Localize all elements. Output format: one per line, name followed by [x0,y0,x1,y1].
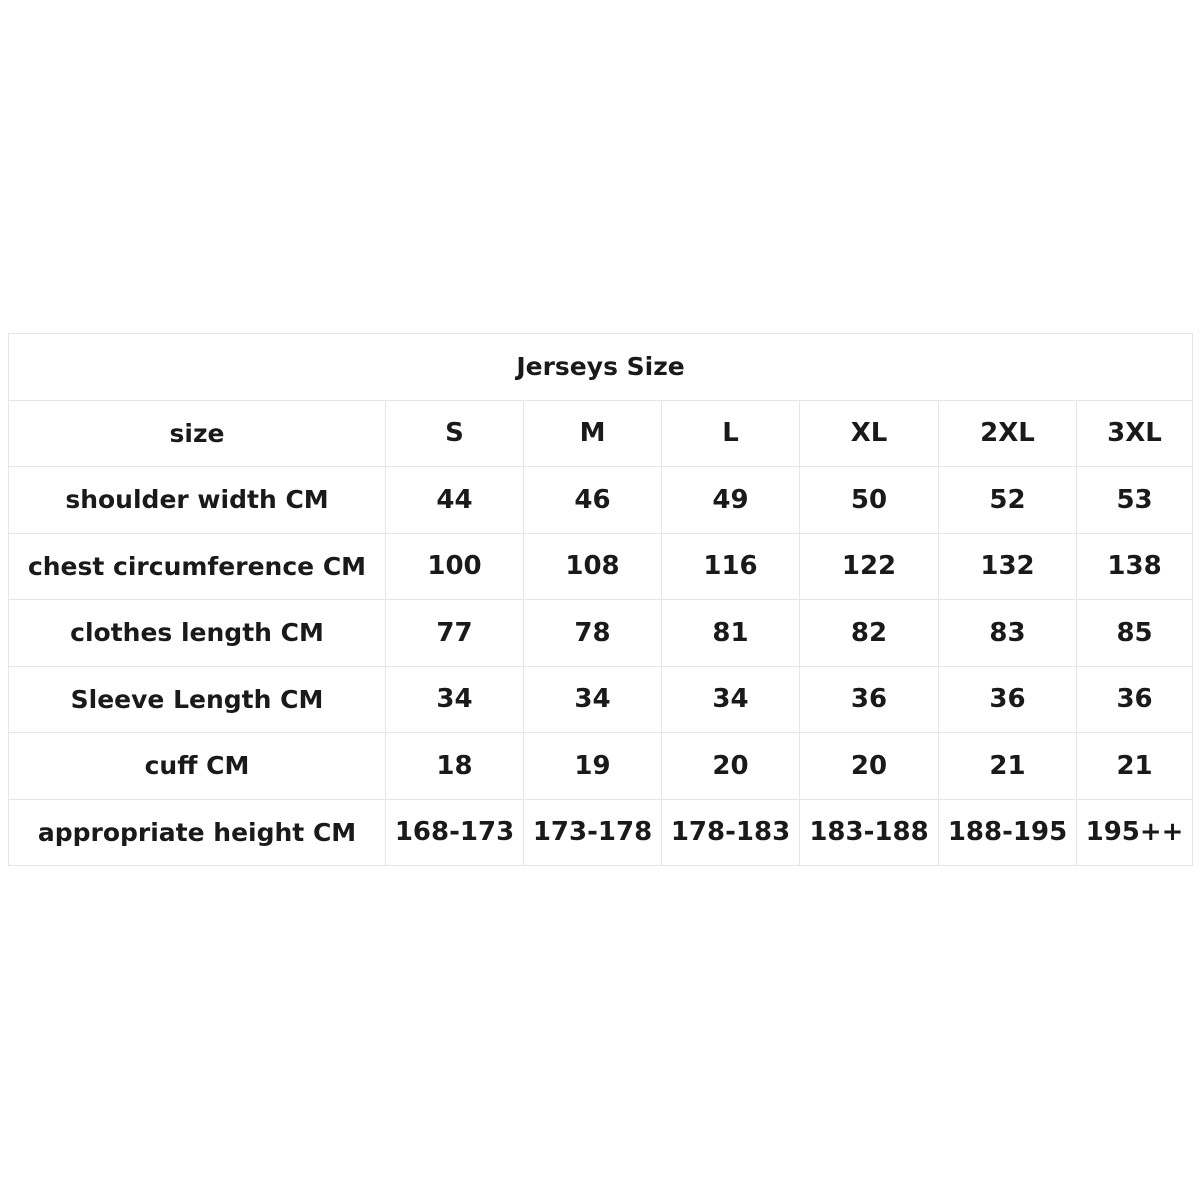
table-cell: 138 [1077,533,1193,600]
table-cell: 83 [939,600,1077,667]
table-row [9,533,1193,600]
header-label: size [9,400,386,467]
table-cell: 53 [1077,467,1193,534]
table-cell: 20 [800,733,939,800]
table-cell: 21 [1077,733,1193,800]
table-title: Jerseys Size [9,334,1193,401]
row-label: Sleeve Length CM [9,666,386,733]
table-cell: 178-183 [662,799,800,866]
row-label: cuff CM [9,733,386,800]
row-label: shoulder width CM [9,467,386,534]
size-chart-table [8,333,1193,866]
size-header-2xl: 2XL [939,400,1077,467]
table-cell: 36 [1077,666,1193,733]
table-cell: 100 [386,533,524,600]
table-cell: 46 [524,467,662,534]
table-row [9,666,1193,733]
table-cell: 81 [662,600,800,667]
size-header-s: S [386,400,524,467]
title-row [9,334,1193,401]
table-row [9,600,1193,667]
table-cell: 122 [800,533,939,600]
table-cell: 34 [524,666,662,733]
table-cell: 78 [524,600,662,667]
table-cell: 108 [524,533,662,600]
table-cell: 34 [386,666,524,733]
size-header-xl: XL [800,400,939,467]
table-cell: 173-178 [524,799,662,866]
table-cell: 77 [386,600,524,667]
table-cell: 34 [662,666,800,733]
row-label: clothes length CM [9,600,386,667]
table-cell: 36 [939,666,1077,733]
header-row [9,400,1193,467]
table-cell: 21 [939,733,1077,800]
table-cell: 20 [662,733,800,800]
table-row [9,799,1193,866]
table-cell: 36 [800,666,939,733]
table-cell: 116 [662,533,800,600]
table-cell: 168-173 [386,799,524,866]
size-header-l: L [662,400,800,467]
table-row [9,733,1193,800]
table-cell: 82 [800,600,939,667]
table-cell: 18 [386,733,524,800]
table-cell: 44 [386,467,524,534]
size-header-3xl: 3XL [1077,400,1193,467]
table-row [9,467,1193,534]
table-cell: 195++ [1077,799,1193,866]
row-label: appropriate height CM [9,799,386,866]
table-cell: 52 [939,467,1077,534]
table-cell: 85 [1077,600,1193,667]
table-cell: 50 [800,467,939,534]
table-cell: 132 [939,533,1077,600]
row-label: chest circumference CM [9,533,386,600]
table-cell: 183-188 [800,799,939,866]
table-cell: 49 [662,467,800,534]
table-cell: 19 [524,733,662,800]
size-header-m: M [524,400,662,467]
table-cell: 188-195 [939,799,1077,866]
